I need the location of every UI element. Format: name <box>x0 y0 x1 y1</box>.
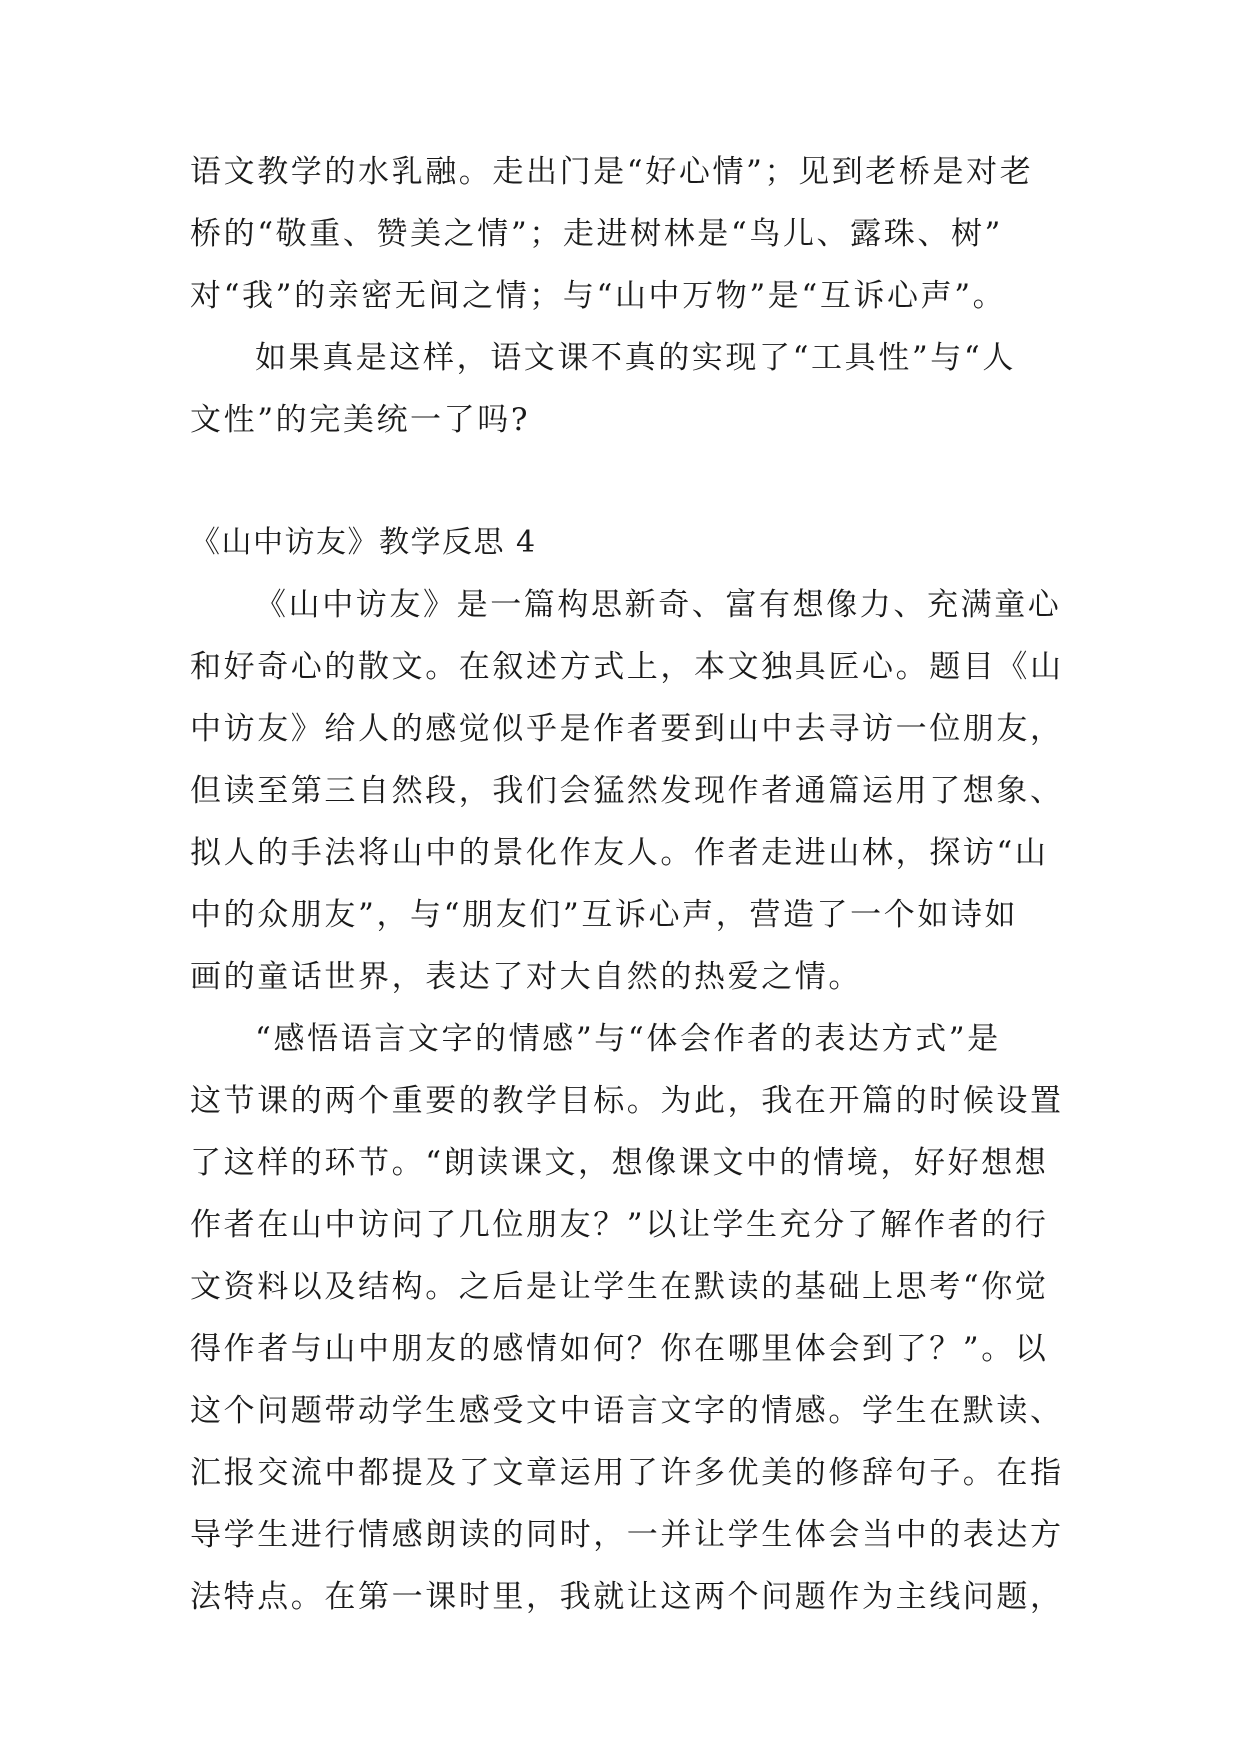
text-line: 拟人的手法将山中的景化作友人。作者走进山林，探访“山 <box>190 835 1049 871</box>
text-line: 这节课的两个重要的教学目标。为此，我在开篇的时候设置 <box>190 1083 1064 1119</box>
text-line: 中的众朋友”，与“朋友们”互诉心声，营造了一个如诗如 <box>190 897 1019 933</box>
text-line: 语文教学的水乳融。走出门是“好心情”；见到老桥是对老 <box>190 154 1034 190</box>
text-line: 对“我”的亲密无间之情；与“山中万物”是“互诉心声”。 <box>190 278 1007 314</box>
text-line: 了这样的环节。“朗读课文，想像课文中的情境，好好想想 <box>190 1145 1049 1181</box>
text-line: 桥的“敬重、赞美之情”；走进树林是“鸟儿、露珠、树” <box>190 216 1003 252</box>
text-line: 如果真是这样，语文课不真的实现了“工具性”与“人 <box>255 340 1016 376</box>
text-line: 《山中访友》是一篇构思新奇、富有想像力、充满童心 <box>255 587 1062 623</box>
text-line: 文性”的完美统一了吗? <box>190 402 531 438</box>
text-line: “感悟语言文字的情感”与“体会作者的表达方式”是 <box>255 1021 1001 1057</box>
text-line: 导学生进行情感朗读的同时，一并让学生体会当中的表达方 <box>190 1517 1064 1553</box>
text-line: 和好奇心的散文。在叙述方式上，本文独具匠心。题目《山 <box>190 649 1064 685</box>
text-line: 法特点。在第一课时里，我就让这两个问题作为主线问题， <box>190 1579 1064 1615</box>
text-line: 作者在山中访问了几位朋友？”以让学生充分了解作者的行 <box>190 1207 1049 1243</box>
text-line: 但读至第三自然段，我们会猛然发现作者通篇运用了想象、 <box>190 773 1064 809</box>
text-line: 文资料以及结构。之后是让学生在默读的基础上思考“你觉 <box>190 1269 1049 1305</box>
text-line: 汇报交流中都提及了文章运用了许多优美的修辞句子。在指 <box>190 1455 1064 1491</box>
text-line: 中访友》给人的感觉似乎是作者要到山中去寻访一位朋友， <box>190 711 1064 747</box>
text-line: 画的童话世界，表达了对大自然的热爱之情。 <box>190 959 862 995</box>
text-line: 这个问题带动学生感受文中语言文字的情感。学生在默读、 <box>190 1393 1064 1429</box>
section-heading: 《山中访友》教学反思 4 <box>190 525 537 560</box>
text-line: 得作者与山中朋友的感情如何？你在哪里体会到了？”。以 <box>190 1331 1049 1367</box>
